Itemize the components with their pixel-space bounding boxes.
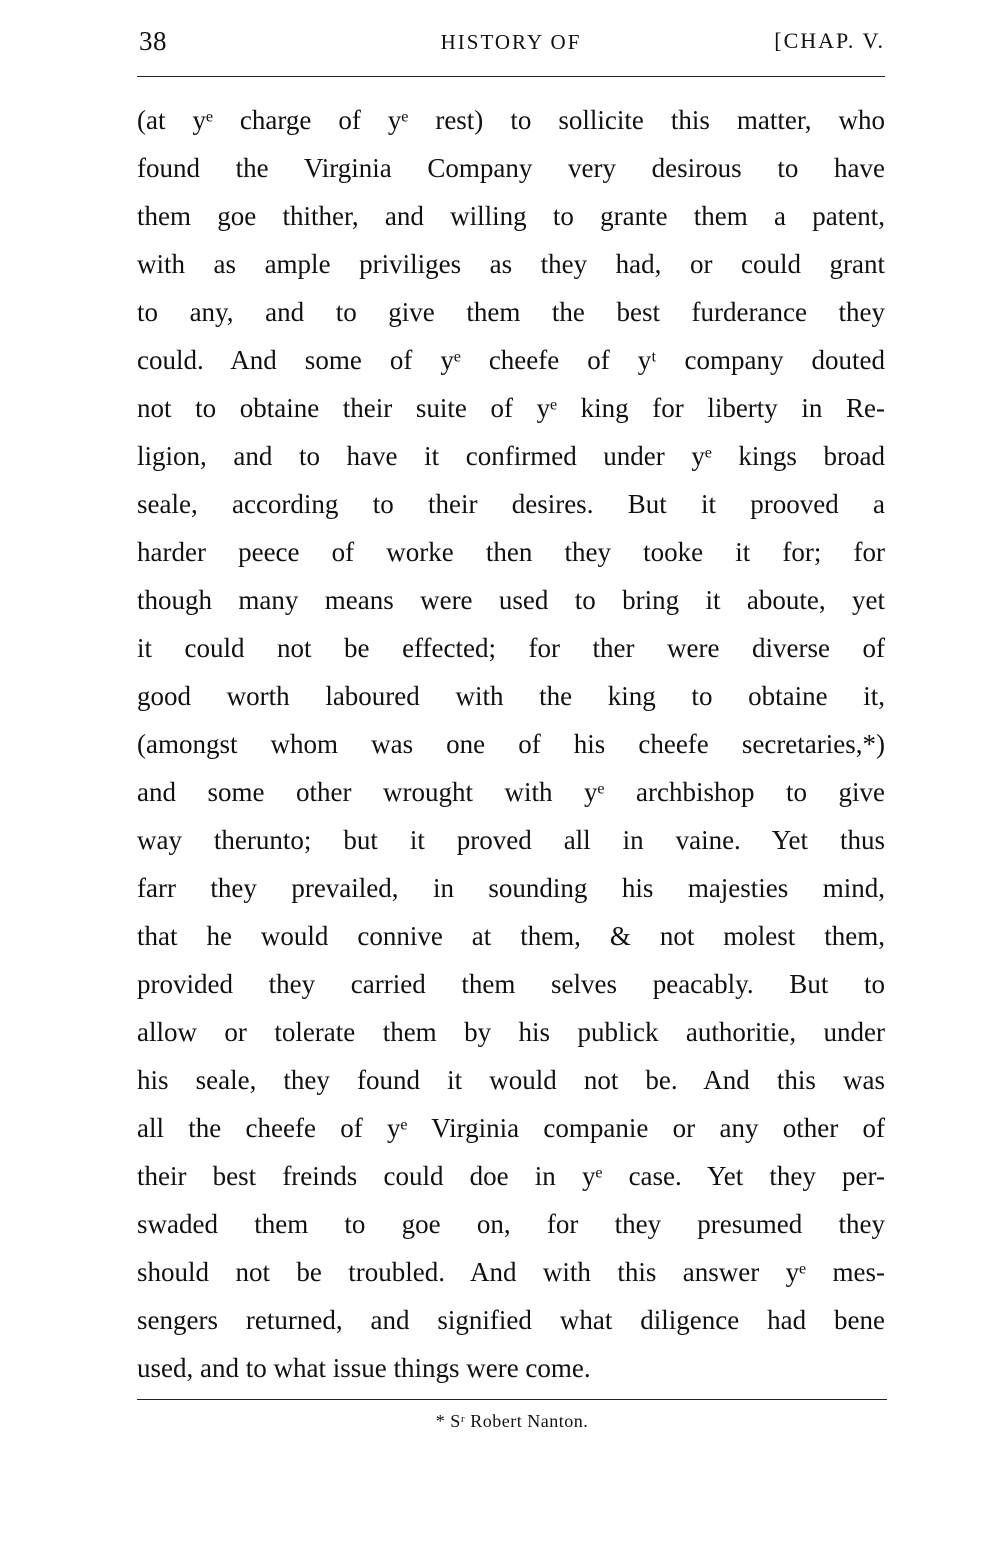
text-line: his seale, they found it would not be. And this was bbox=[137, 1065, 885, 1095]
text-line: seale, according to their desires. But it prooved a bbox=[137, 489, 885, 519]
text-line: harder peece of worke then they tooke it for; for bbox=[137, 537, 885, 567]
header-rule bbox=[137, 76, 885, 77]
text-line: their best freinds could doe in yᵉ case. Yet they per- bbox=[137, 1161, 885, 1191]
text-line: swaded them to goe on, for they presumed they bbox=[137, 1209, 885, 1239]
text-line: though many means were used to bring it aboute, yet bbox=[137, 585, 885, 615]
text-line: good worth laboured with the king to obtaine it, bbox=[137, 681, 885, 711]
text-line: farr they prevailed, in sounding his majesties mind, bbox=[137, 873, 885, 903]
running-head: HISTORY OF bbox=[440, 30, 582, 54]
text-line: allow or tolerate them by his publick authoritie, under bbox=[137, 1017, 885, 1047]
text-line: and some other wrought with yᵉ archbishop to give bbox=[137, 777, 885, 807]
footnote-rule bbox=[137, 1399, 887, 1400]
text-line: to any, and to give them the best furderance they bbox=[137, 297, 885, 327]
text-line: with as ample priviliges as they had, or could grant bbox=[137, 249, 885, 279]
text-line: (amongst whom was one of his cheefe secretaries,*) bbox=[137, 729, 885, 759]
text-line: used, and to what issue things were come. bbox=[137, 1353, 591, 1383]
page-header bbox=[137, 22, 885, 62]
page-number: 38 bbox=[139, 26, 167, 56]
text-line: way therunto; but it proved all in vaine. Yet thus bbox=[137, 825, 885, 855]
text-line: sengers returned, and signified what diligence had bene bbox=[137, 1305, 885, 1335]
footnote: * Sʳ Robert Nanton. bbox=[435, 1411, 589, 1431]
text-line: (at yᵉ charge of yᵉ rest) to sollicite this matter, who bbox=[137, 105, 885, 135]
text-line: all the cheefe of yᵉ Virginia companie or any other of bbox=[137, 1113, 885, 1143]
text-line: should not be troubled. And with this answer yᵉ mes- bbox=[137, 1257, 885, 1287]
text-line: not to obtaine their suite of yᵉ king for liberty in Re- bbox=[137, 393, 885, 423]
text-line: them goe thither, and willing to grante them a patent, bbox=[137, 201, 885, 231]
text-line: found the Virginia Company very desirous to have bbox=[137, 153, 885, 183]
text-line: that he would connive at them, & not molest them, bbox=[137, 921, 885, 951]
chapter-reference: [CHAP. V. bbox=[774, 28, 885, 53]
text-line: ligion, and to have it confirmed under yᵉ kings broad bbox=[137, 441, 885, 471]
text-line: could. And some of yᵉ cheefe of yᵗ company douted bbox=[137, 345, 885, 375]
text-line: it could not be effected; for ther were diverse of bbox=[137, 633, 885, 663]
body-text bbox=[137, 96, 885, 1392]
text-line: provided they carried them selves peacably. But to bbox=[137, 969, 885, 999]
